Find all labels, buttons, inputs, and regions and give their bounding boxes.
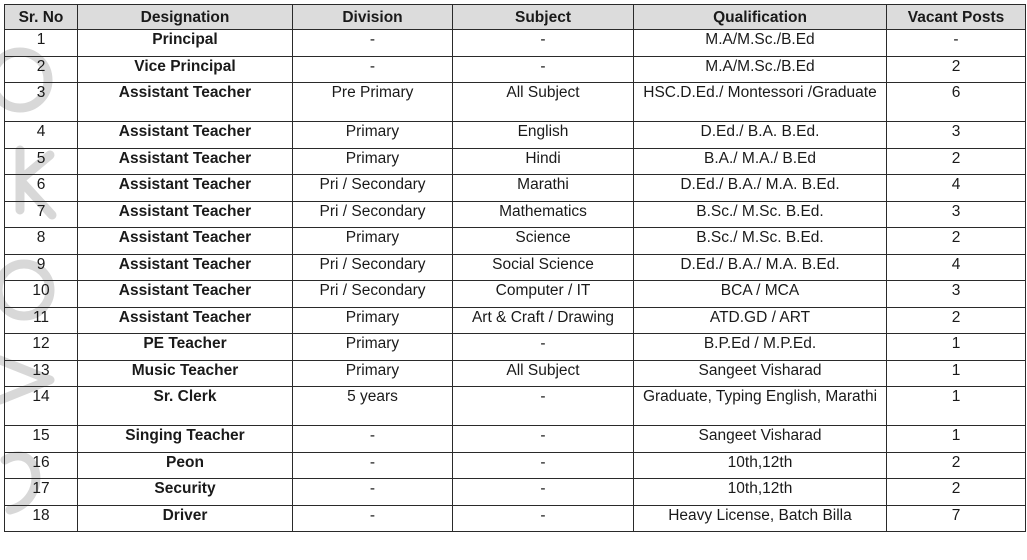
- cell-subject: -: [453, 505, 634, 532]
- cell-subject: English: [453, 122, 634, 149]
- cell-division: -: [293, 426, 453, 453]
- cell-division: -: [293, 479, 453, 506]
- cell-division: Pri / Secondary: [293, 175, 453, 202]
- cell-vacant-posts: 2: [887, 148, 1026, 175]
- cell-vacant-posts: 2: [887, 228, 1026, 255]
- table-row: [5, 334, 1026, 361]
- cell-division: Pri / Secondary: [293, 201, 453, 228]
- cell-vacant-posts: 3: [887, 281, 1026, 308]
- cell-vacant-posts: 1: [887, 360, 1026, 387]
- header-row: [5, 5, 1026, 30]
- cell-designation: Driver: [78, 505, 293, 532]
- cell-subject: Science: [453, 228, 634, 255]
- cell-designation: Security: [78, 479, 293, 506]
- cell-vacant-posts: 6: [887, 83, 1026, 122]
- cell-designation: Assistant Teacher: [78, 281, 293, 308]
- cell-designation: Assistant Teacher: [78, 254, 293, 281]
- cell-vacant-posts: 1: [887, 334, 1026, 361]
- cell-designation: Assistant Teacher: [78, 148, 293, 175]
- cell-sr-no: 17: [5, 479, 78, 506]
- cell-division: Pre Primary: [293, 83, 453, 122]
- cell-qualification: BCA / MCA: [634, 281, 887, 308]
- cell-subject: Art & Craft / Drawing: [453, 307, 634, 334]
- cell-qualification: B.A./ M.A./ B.Ed: [634, 148, 887, 175]
- cell-subject: -: [453, 426, 634, 453]
- table-row: [5, 387, 1026, 426]
- cell-vacant-posts: -: [887, 30, 1026, 57]
- cell-subject: Hindi: [453, 148, 634, 175]
- table-row: [5, 360, 1026, 387]
- header-division: Division: [293, 5, 453, 30]
- cell-qualification: Sangeet Visharad: [634, 360, 887, 387]
- table-row: [5, 505, 1026, 532]
- cell-sr-no: 12: [5, 334, 78, 361]
- cell-designation: Sr. Clerk: [78, 387, 293, 426]
- cell-qualification: 10th,12th: [634, 452, 887, 479]
- cell-division: Primary: [293, 148, 453, 175]
- table-row: [5, 281, 1026, 308]
- cell-qualification: D.Ed./ B.A./ M.A. B.Ed.: [634, 254, 887, 281]
- table-row: [5, 175, 1026, 202]
- cell-subject: Social Science: [453, 254, 634, 281]
- cell-subject: -: [453, 479, 634, 506]
- cell-subject: All Subject: [453, 83, 634, 122]
- cell-subject: -: [453, 334, 634, 361]
- header-designation: Designation: [78, 5, 293, 30]
- cell-designation: Assistant Teacher: [78, 122, 293, 149]
- cell-sr-no: 1: [5, 30, 78, 57]
- cell-division: Primary: [293, 307, 453, 334]
- cell-vacant-posts: 4: [887, 254, 1026, 281]
- cell-vacant-posts: 3: [887, 122, 1026, 149]
- table-row: [5, 254, 1026, 281]
- cell-qualification: HSC.D.Ed./ Montessori /Graduate: [634, 83, 887, 122]
- cell-designation: Assistant Teacher: [78, 83, 293, 122]
- cell-designation: Principal: [78, 30, 293, 57]
- cell-vacant-posts: 2: [887, 452, 1026, 479]
- cell-division: Primary: [293, 360, 453, 387]
- cell-qualification: M.A/M.Sc./B.Ed: [634, 30, 887, 57]
- cell-vacant-posts: 2: [887, 56, 1026, 83]
- cell-qualification: 10th,12th: [634, 479, 887, 506]
- cell-designation: Music Teacher: [78, 360, 293, 387]
- vacancy-table: [4, 4, 1026, 532]
- cell-sr-no: 18: [5, 505, 78, 532]
- cell-qualification: ATD.GD / ART: [634, 307, 887, 334]
- cell-sr-no: 9: [5, 254, 78, 281]
- cell-sr-no: 5: [5, 148, 78, 175]
- cell-division: Pri / Secondary: [293, 254, 453, 281]
- cell-division: Primary: [293, 122, 453, 149]
- cell-sr-no: 14: [5, 387, 78, 426]
- cell-division: Pri / Secondary: [293, 281, 453, 308]
- cell-designation: Singing Teacher: [78, 426, 293, 453]
- cell-division: Primary: [293, 228, 453, 255]
- table-row: [5, 307, 1026, 334]
- cell-qualification: B.P.Ed / M.P.Ed.: [634, 334, 887, 361]
- table-row: [5, 426, 1026, 453]
- table-row: [5, 479, 1026, 506]
- cell-qualification: D.Ed./ B.A. B.Ed.: [634, 122, 887, 149]
- table-row: [5, 56, 1026, 83]
- header-subject: Subject: [453, 5, 634, 30]
- cell-subject: -: [453, 30, 634, 57]
- cell-sr-no: 16: [5, 452, 78, 479]
- cell-vacant-posts: 7: [887, 505, 1026, 532]
- cell-qualification: M.A/M.Sc./B.Ed: [634, 56, 887, 83]
- table-row: [5, 30, 1026, 57]
- cell-designation: Assistant Teacher: [78, 307, 293, 334]
- cell-division: 5 years: [293, 387, 453, 426]
- cell-qualification: Heavy License, Batch Billa: [634, 505, 887, 532]
- table-row: [5, 148, 1026, 175]
- cell-subject: Marathi: [453, 175, 634, 202]
- table-row: [5, 122, 1026, 149]
- cell-designation: Assistant Teacher: [78, 228, 293, 255]
- cell-sr-no: 15: [5, 426, 78, 453]
- table-row: [5, 201, 1026, 228]
- cell-qualification: Graduate, Typing English, Marathi: [634, 387, 887, 426]
- cell-designation: PE Teacher: [78, 334, 293, 361]
- cell-sr-no: 11: [5, 307, 78, 334]
- header-qualification: Qualification: [634, 5, 887, 30]
- cell-vacant-posts: 2: [887, 479, 1026, 506]
- table-row: [5, 83, 1026, 122]
- table-row: [5, 228, 1026, 255]
- table-row: [5, 452, 1026, 479]
- cell-designation: Assistant Teacher: [78, 175, 293, 202]
- cell-qualification: B.Sc./ M.Sc. B.Ed.: [634, 201, 887, 228]
- cell-designation: Vice Principal: [78, 56, 293, 83]
- header-vacant-posts: Vacant Posts: [887, 5, 1026, 30]
- cell-sr-no: 2: [5, 56, 78, 83]
- cell-division: -: [293, 452, 453, 479]
- cell-subject: All Subject: [453, 360, 634, 387]
- cell-subject: -: [453, 452, 634, 479]
- cell-sr-no: 3: [5, 83, 78, 122]
- cell-subject: -: [453, 56, 634, 83]
- cell-vacant-posts: 1: [887, 387, 1026, 426]
- header-sr-no: Sr. No: [5, 5, 78, 30]
- cell-sr-no: 8: [5, 228, 78, 255]
- cell-designation: Peon: [78, 452, 293, 479]
- cell-vacant-posts: 3: [887, 201, 1026, 228]
- cell-division: -: [293, 56, 453, 83]
- cell-sr-no: 10: [5, 281, 78, 308]
- cell-qualification: Sangeet Visharad: [634, 426, 887, 453]
- cell-sr-no: 4: [5, 122, 78, 149]
- cell-division: Primary: [293, 334, 453, 361]
- cell-vacant-posts: 4: [887, 175, 1026, 202]
- cell-vacant-posts: 2: [887, 307, 1026, 334]
- cell-sr-no: 6: [5, 175, 78, 202]
- cell-qualification: B.Sc./ M.Sc. B.Ed.: [634, 228, 887, 255]
- cell-subject: Mathematics: [453, 201, 634, 228]
- cell-subject: -: [453, 387, 634, 426]
- cell-qualification: D.Ed./ B.A./ M.A. B.Ed.: [634, 175, 887, 202]
- cell-division: -: [293, 505, 453, 532]
- cell-subject: Computer / IT: [453, 281, 634, 308]
- cell-designation: Assistant Teacher: [78, 201, 293, 228]
- cell-vacant-posts: 1: [887, 426, 1026, 453]
- cell-sr-no: 7: [5, 201, 78, 228]
- cell-sr-no: 13: [5, 360, 78, 387]
- cell-division: -: [293, 30, 453, 57]
